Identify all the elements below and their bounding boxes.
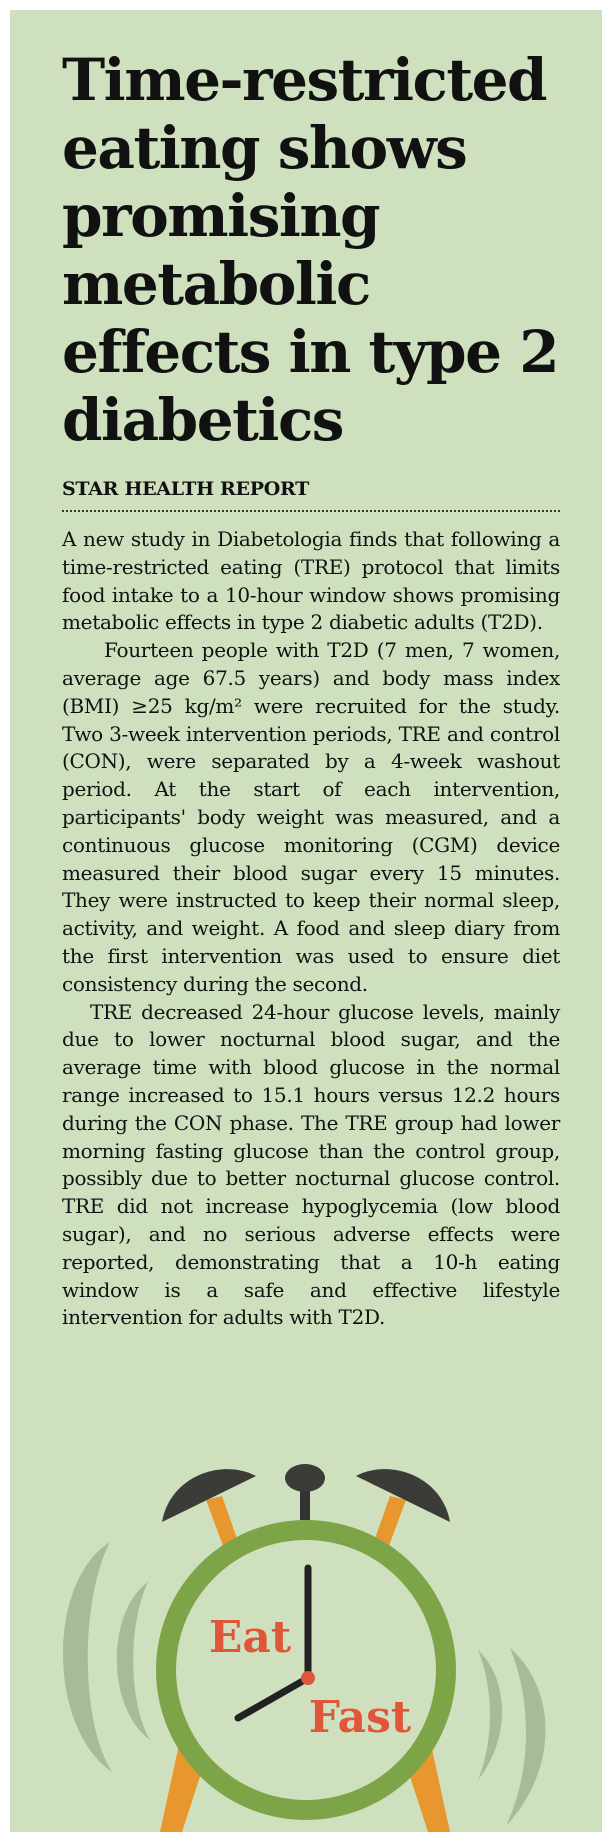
article-body	[62, 526, 560, 1332]
bell-left	[162, 1469, 256, 1522]
shake-arc-right-outer	[506, 1648, 546, 1826]
bell-right	[356, 1469, 450, 1522]
clock-label-eat: Eat	[208, 1612, 292, 1663]
alarm-clock-illustration	[10, 1440, 602, 1832]
shake-arc-left-inner	[117, 1582, 150, 1740]
clock-knob	[285, 1464, 325, 1492]
shake-arc-right-inner	[478, 1650, 502, 1780]
byline: STAR HEALTH REPORT	[62, 477, 560, 512]
paragraph-3: TRE decreased 24-hour glucose levels, mainly due to lower nocturnal blood sugar, and the average time with blood glucose in the normal range increased to 15.1 hours versus 12.2 hours during the CON phase. The TRE group had lower morning fasting glucose than the control group, possibly due to better nocturnal glucose control. TRE did not increase hypoglycemia (low blood sugar), and no serious adverse effects were reported, demonstrating that a 10-h eating window is a safe and effective lifestyle intervention for adults with T2D.	[62, 999, 560, 1330]
shake-arc-left-outer	[63, 1542, 112, 1772]
headline: Time-restricted eating shows promising metabolic effects in type 2 diabetics	[62, 46, 559, 454]
paragraph-1: A new study in Diabetologia finds that following a time-restricted eating (TRE) protocol that limits food intake to a 10-hour window shows promising metabolic effects in type 2 diabetic adults (T2D).	[62, 527, 560, 635]
paragraph-2: Fourteen people with T2D (7 men, 7 women, average age 67.5 years) and body mass index (BMI) ≥25 kg/m² were recruited for the study. Two 3-week intervention periods, TRE and control (CON), were separated by a 4-week washout period. At the start of each intervention, participants' body weight was measured, and a continuous glucose monitoring (CGM) device measured their blood sugar every 15 minutes. They were instructed to keep their normal sleep, activity, and weight. A food and sleep diary from the first intervention was used to ensure diet consistency during the second.	[62, 638, 560, 996]
clock-center-pin	[301, 1671, 315, 1685]
article-panel	[10, 10, 602, 1832]
clock-label-fast: Fast	[308, 1692, 412, 1743]
